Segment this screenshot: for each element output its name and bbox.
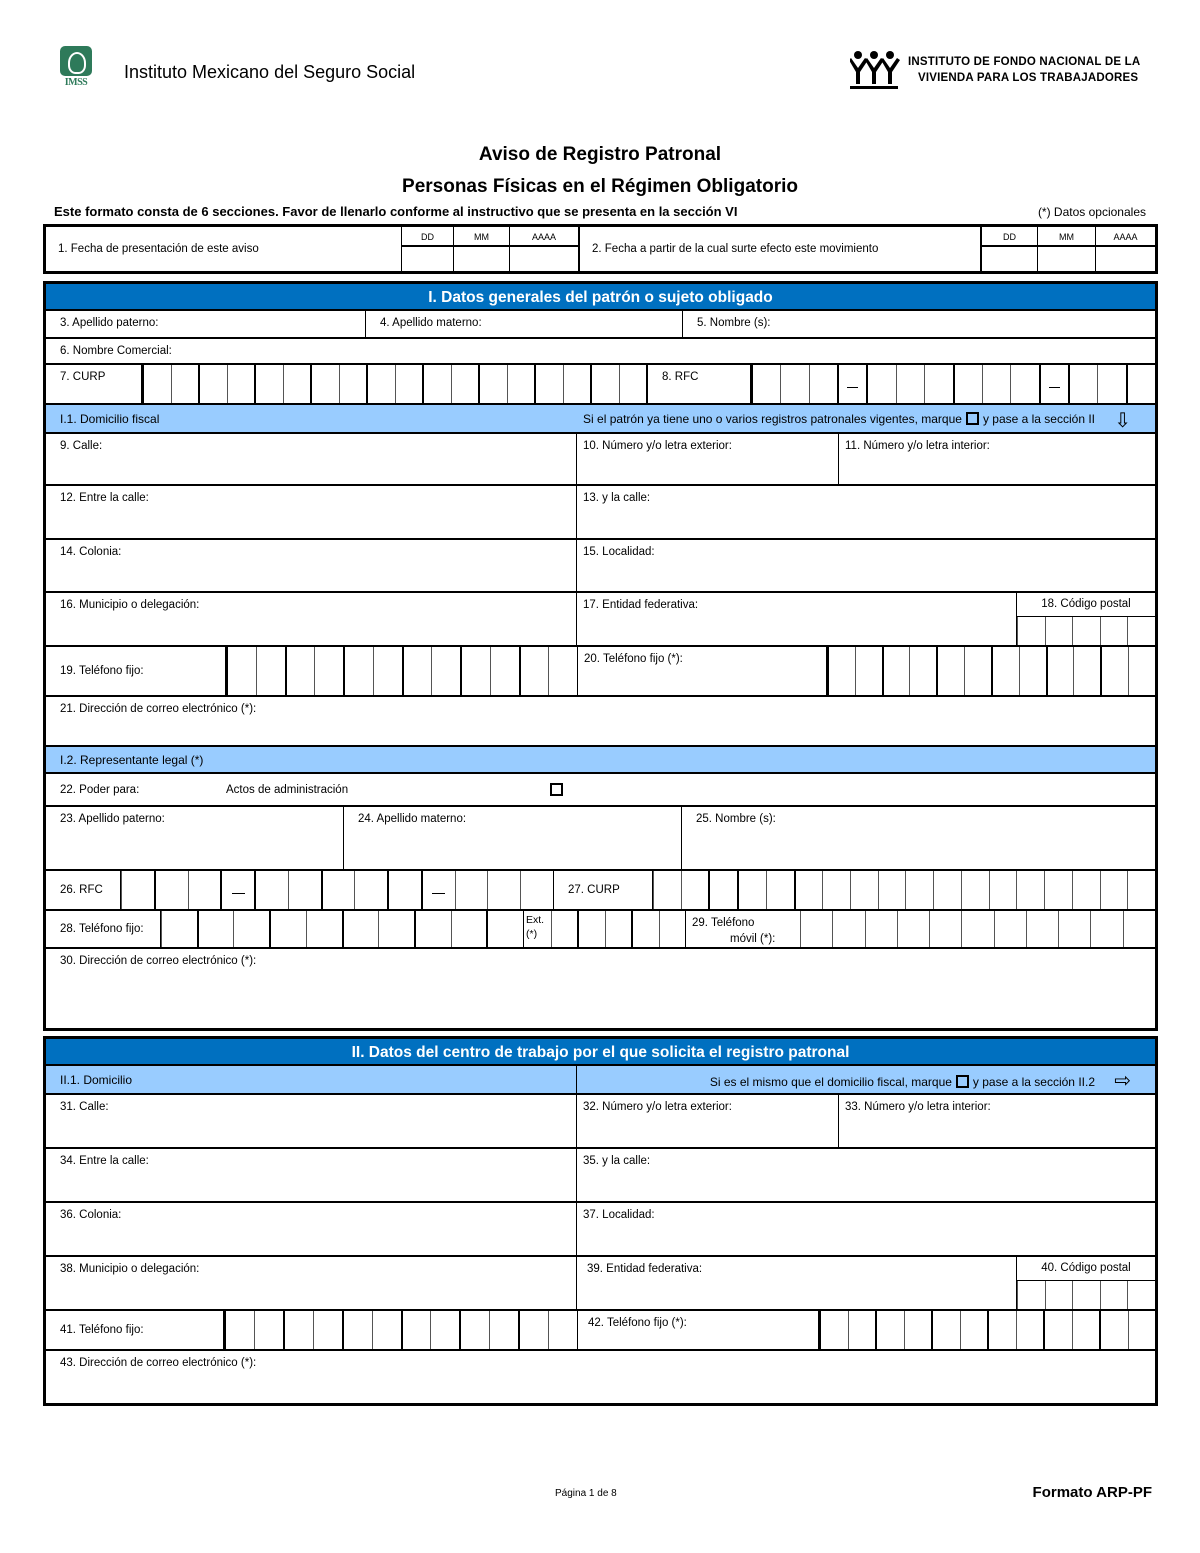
same-address-checkbox[interactable] — [956, 1075, 969, 1088]
presentation-date-label: 1. Fecha de presentación de este aviso — [58, 243, 259, 255]
curp-boxes[interactable] — [142, 365, 646, 403]
telefono-fijo-opcional-label: 20. Teléfono fijo (*): — [577, 647, 827, 695]
ct-municipio-field[interactable]: 38. Municipio o delegación: — [46, 1257, 577, 1309]
municipio-field[interactable]: 16. Municipio o delegación: — [46, 593, 577, 645]
representante-legal-header: I.2. Representante legal (*) — [46, 747, 1155, 774]
numero-interior-field[interactable]: 11. Número y/o letra interior: — [845, 440, 990, 452]
infonavit-title: INSTITUTO DE FONDO NACIONAL DE LA VIVIENDA PARA LOS TRABAJADORES — [908, 56, 1141, 84]
telefono-fijo-opcional-boxes[interactable] — [827, 647, 1155, 695]
presentation-date-field: DD MM AAAA — [401, 227, 578, 271]
ct-codigo-postal-field: 40. Código postal — [1017, 1257, 1155, 1309]
rfc-label: 8. RFC — [646, 365, 751, 403]
imss-logo-icon: IMSS — [58, 46, 94, 92]
ct-entre-calle-field[interactable]: 34. Entre la calle: — [46, 1149, 577, 1201]
rep-rfc-boxes[interactable] — [121, 871, 553, 909]
section-2-title: II. Datos del centro de trabajo por el que solicita el registro patronal — [46, 1039, 1155, 1066]
section-1-title: I. Datos generales del patrón o sujeto obligado — [46, 284, 1155, 311]
effective-date-field: DD MM AAAA — [980, 227, 1155, 271]
calle-field[interactable]: 9. Calle: — [46, 434, 577, 484]
presentation-day-input[interactable] — [402, 247, 453, 271]
infonavit-logo-icon — [850, 50, 902, 90]
actos-administracion-label: Actos de administración — [226, 783, 349, 796]
rep-apellido-paterno-field[interactable]: 23. Apellido paterno: — [46, 807, 344, 869]
form-title: Aviso de Registro Patronal — [478, 144, 722, 165]
rep-ext-label: Ext. (*) — [523, 911, 551, 947]
ct-numero-exterior-field[interactable]: 32. Número y/o letra exterior: — [577, 1095, 839, 1147]
infonavit-header — [850, 50, 1140, 90]
rep-telefono-movil-boxes[interactable] — [800, 911, 1155, 947]
telefono-fijo-label: 19. Teléfono fijo: — [46, 647, 226, 695]
rep-curp-label: 27. CURP — [553, 871, 653, 909]
ct-telefono-fijo-opcional-boxes[interactable] — [819, 1311, 1155, 1349]
optional-note: (*) Datos opcionales — [1037, 205, 1146, 219]
rep-correo-field[interactable]: 30. Dirección de correo electrónico (*): — [60, 955, 257, 967]
dates-block — [43, 224, 1158, 274]
section-1 — [43, 281, 1158, 1031]
rep-nombre-field[interactable]: 25. Nombre (s): — [696, 813, 776, 825]
rep-ext-boxes[interactable] — [551, 911, 685, 947]
poder-para-label: 22. Poder para: — [60, 783, 140, 796]
imss-header — [58, 46, 415, 92]
ct-numero-interior-field[interactable]: 33. Número y/o letra interior: — [845, 1101, 991, 1113]
effective-month-input[interactable] — [1038, 247, 1095, 271]
effective-date-label: 2. Fecha a partir de la cual surte efecto este movimiento — [578, 227, 980, 271]
rep-rfc-label: 26. RFC — [46, 871, 121, 909]
y-calle-field[interactable]: 13. y la calle: — [583, 492, 651, 504]
apellido-materno-field[interactable]: 4. Apellido materno: — [366, 311, 683, 337]
rep-telefono-label: 28. Teléfono fijo: — [46, 911, 161, 947]
ct-codigo-postal-boxes[interactable] — [1017, 1281, 1155, 1309]
actos-administracion-checkbox[interactable] — [550, 783, 563, 796]
presentation-year-input[interactable] — [510, 247, 578, 271]
form-code: Formato ARP-PF — [1032, 1484, 1152, 1501]
numero-exterior-field[interactable]: 10. Número y/o letra exterior: — [577, 434, 839, 484]
apellido-paterno-field[interactable]: 3. Apellido paterno: — [46, 311, 366, 337]
rep-telefono-boxes[interactable] — [161, 911, 523, 947]
telefono-fijo-boxes[interactable] — [226, 647, 577, 695]
existing-registrations-checkbox[interactable] — [966, 412, 979, 425]
nombre-field[interactable]: 5. Nombre (s): — [697, 317, 771, 329]
rep-apellido-materno-field[interactable]: 24. Apellido materno: — [344, 807, 682, 869]
ct-colonia-field[interactable]: 36. Colonia: — [46, 1203, 577, 1255]
domicilio-fiscal-header: I.1. Domicilio fiscal Si el patrón ya tiene uno o varios registros patronales vigentes, marque y pase a la sección II ⇩ — [46, 405, 1155, 434]
arrow-right-icon: ⇨ — [1114, 1070, 1131, 1092]
rep-telefono-movil-label: 29. Teléfono móvil (*): — [685, 911, 800, 947]
entidad-federativa-field[interactable]: 17. Entidad federativa: — [577, 593, 1017, 645]
domicilio-centro-header: II.1. Domicilio Si es el mismo que el domicilio fiscal, marque y pase a la sección II.2 ⇨ — [46, 1066, 1155, 1095]
ct-y-calle-field[interactable]: 35. y la calle: — [583, 1155, 651, 1167]
correo-electronico-field[interactable]: 21. Dirección de correo electrónico (*): — [60, 703, 257, 715]
nombre-comercial-field[interactable]: 6. Nombre Comercial: — [60, 345, 172, 357]
ct-telefono-fijo-boxes[interactable] — [224, 1311, 577, 1349]
localidad-field[interactable]: 15. Localidad: — [583, 546, 655, 558]
codigo-postal-field: 18. Código postal — [1017, 593, 1155, 645]
ct-telefono-fijo-label: 41. Teléfono fijo: — [46, 1311, 224, 1349]
page-number: Página 1 de 8 — [555, 1488, 617, 1499]
effective-day-input[interactable] — [982, 247, 1037, 271]
ct-calle-field[interactable]: 31. Calle: — [46, 1095, 577, 1147]
intro-text: Este formato consta de 6 secciones. Favor de llenarlo conforme al instructivo que se presenta en la sección VI — [54, 204, 738, 219]
ct-localidad-field[interactable]: 37. Localidad: — [583, 1209, 655, 1221]
arrow-down-icon: ⇩ — [1114, 410, 1131, 432]
imss-title: Instituto Mexicano del Seguro Social — [124, 61, 416, 82]
rfc-boxes[interactable] — [751, 365, 1155, 403]
presentation-month-input[interactable] — [454, 247, 509, 271]
effective-year-input[interactable] — [1096, 247, 1155, 271]
colonia-field[interactable]: 14. Colonia: — [46, 540, 577, 591]
form-subtitle: Personas Físicas en el Régimen Obligatorio — [402, 176, 798, 197]
ct-correo-field[interactable]: 43. Dirección de correo electrónico (*): — [60, 1357, 257, 1369]
ct-entidad-federativa-field[interactable]: 39. Entidad federativa: — [577, 1257, 1017, 1309]
section-2 — [43, 1036, 1158, 1406]
entre-calle-field[interactable]: 12. Entre la calle: — [46, 486, 577, 538]
curp-label: 7. CURP — [46, 365, 142, 403]
rep-curp-boxes[interactable] — [653, 871, 1155, 909]
codigo-postal-boxes[interactable] — [1017, 617, 1155, 645]
ct-telefono-fijo-opcional-label: 42. Teléfono fijo (*): — [577, 1311, 819, 1349]
